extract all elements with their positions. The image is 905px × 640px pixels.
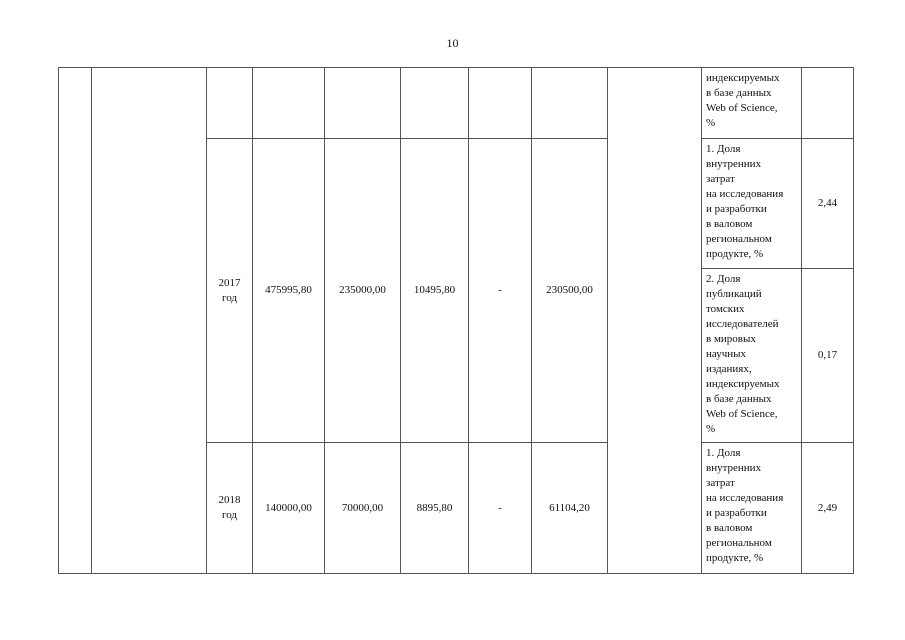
empty-cell — [608, 68, 702, 574]
indicator-value-cell: 2,44 — [802, 139, 854, 269]
amount-cell: 10495,80 — [401, 139, 469, 443]
indicator-cell: 1. Доля внутренних затрат на исследования и разработки в валовом региональном продукте, % — [702, 443, 802, 574]
indicator-cell: индексируемых в базе данных Web of Science, % — [702, 68, 802, 139]
amount-cell: - — [469, 139, 532, 443]
year-cell: 2017 год — [207, 139, 253, 443]
amount-cell: 70000,00 — [325, 443, 401, 574]
empty-cell — [92, 68, 207, 574]
indicator-cell: 2. Доля публикаций томских исследователей в мировых научных изданиях, индексируемых в базе данных Web of Science, % — [702, 269, 802, 443]
empty-cell — [253, 68, 325, 139]
empty-cell — [401, 68, 469, 139]
empty-cell — [802, 68, 854, 139]
total-amount-cell: 140000,00 — [253, 443, 325, 574]
empty-cell — [207, 68, 253, 139]
budget-table — [58, 67, 854, 574]
amount-cell: 8895,80 — [401, 443, 469, 574]
indicator-value-cell: 2,49 — [802, 443, 854, 574]
total-amount-cell: 475995,80 — [253, 139, 325, 443]
amount-cell: 61104,20 — [532, 443, 608, 574]
empty-cell — [532, 68, 608, 139]
empty-cell — [59, 68, 92, 574]
amount-cell: 230500,00 — [532, 139, 608, 443]
empty-cell — [469, 68, 532, 139]
page-number: 10 — [446, 36, 459, 50]
year-cell: 2018 год — [207, 443, 253, 574]
indicator-value-cell: 0,17 — [802, 269, 854, 443]
amount-cell: 235000,00 — [325, 139, 401, 443]
table-row — [59, 68, 854, 139]
indicator-cell: 1. Доля внутренних затрат на исследования и разработки в валовом региональном продукте, % — [702, 139, 802, 269]
amount-cell: - — [469, 443, 532, 574]
empty-cell — [325, 68, 401, 139]
